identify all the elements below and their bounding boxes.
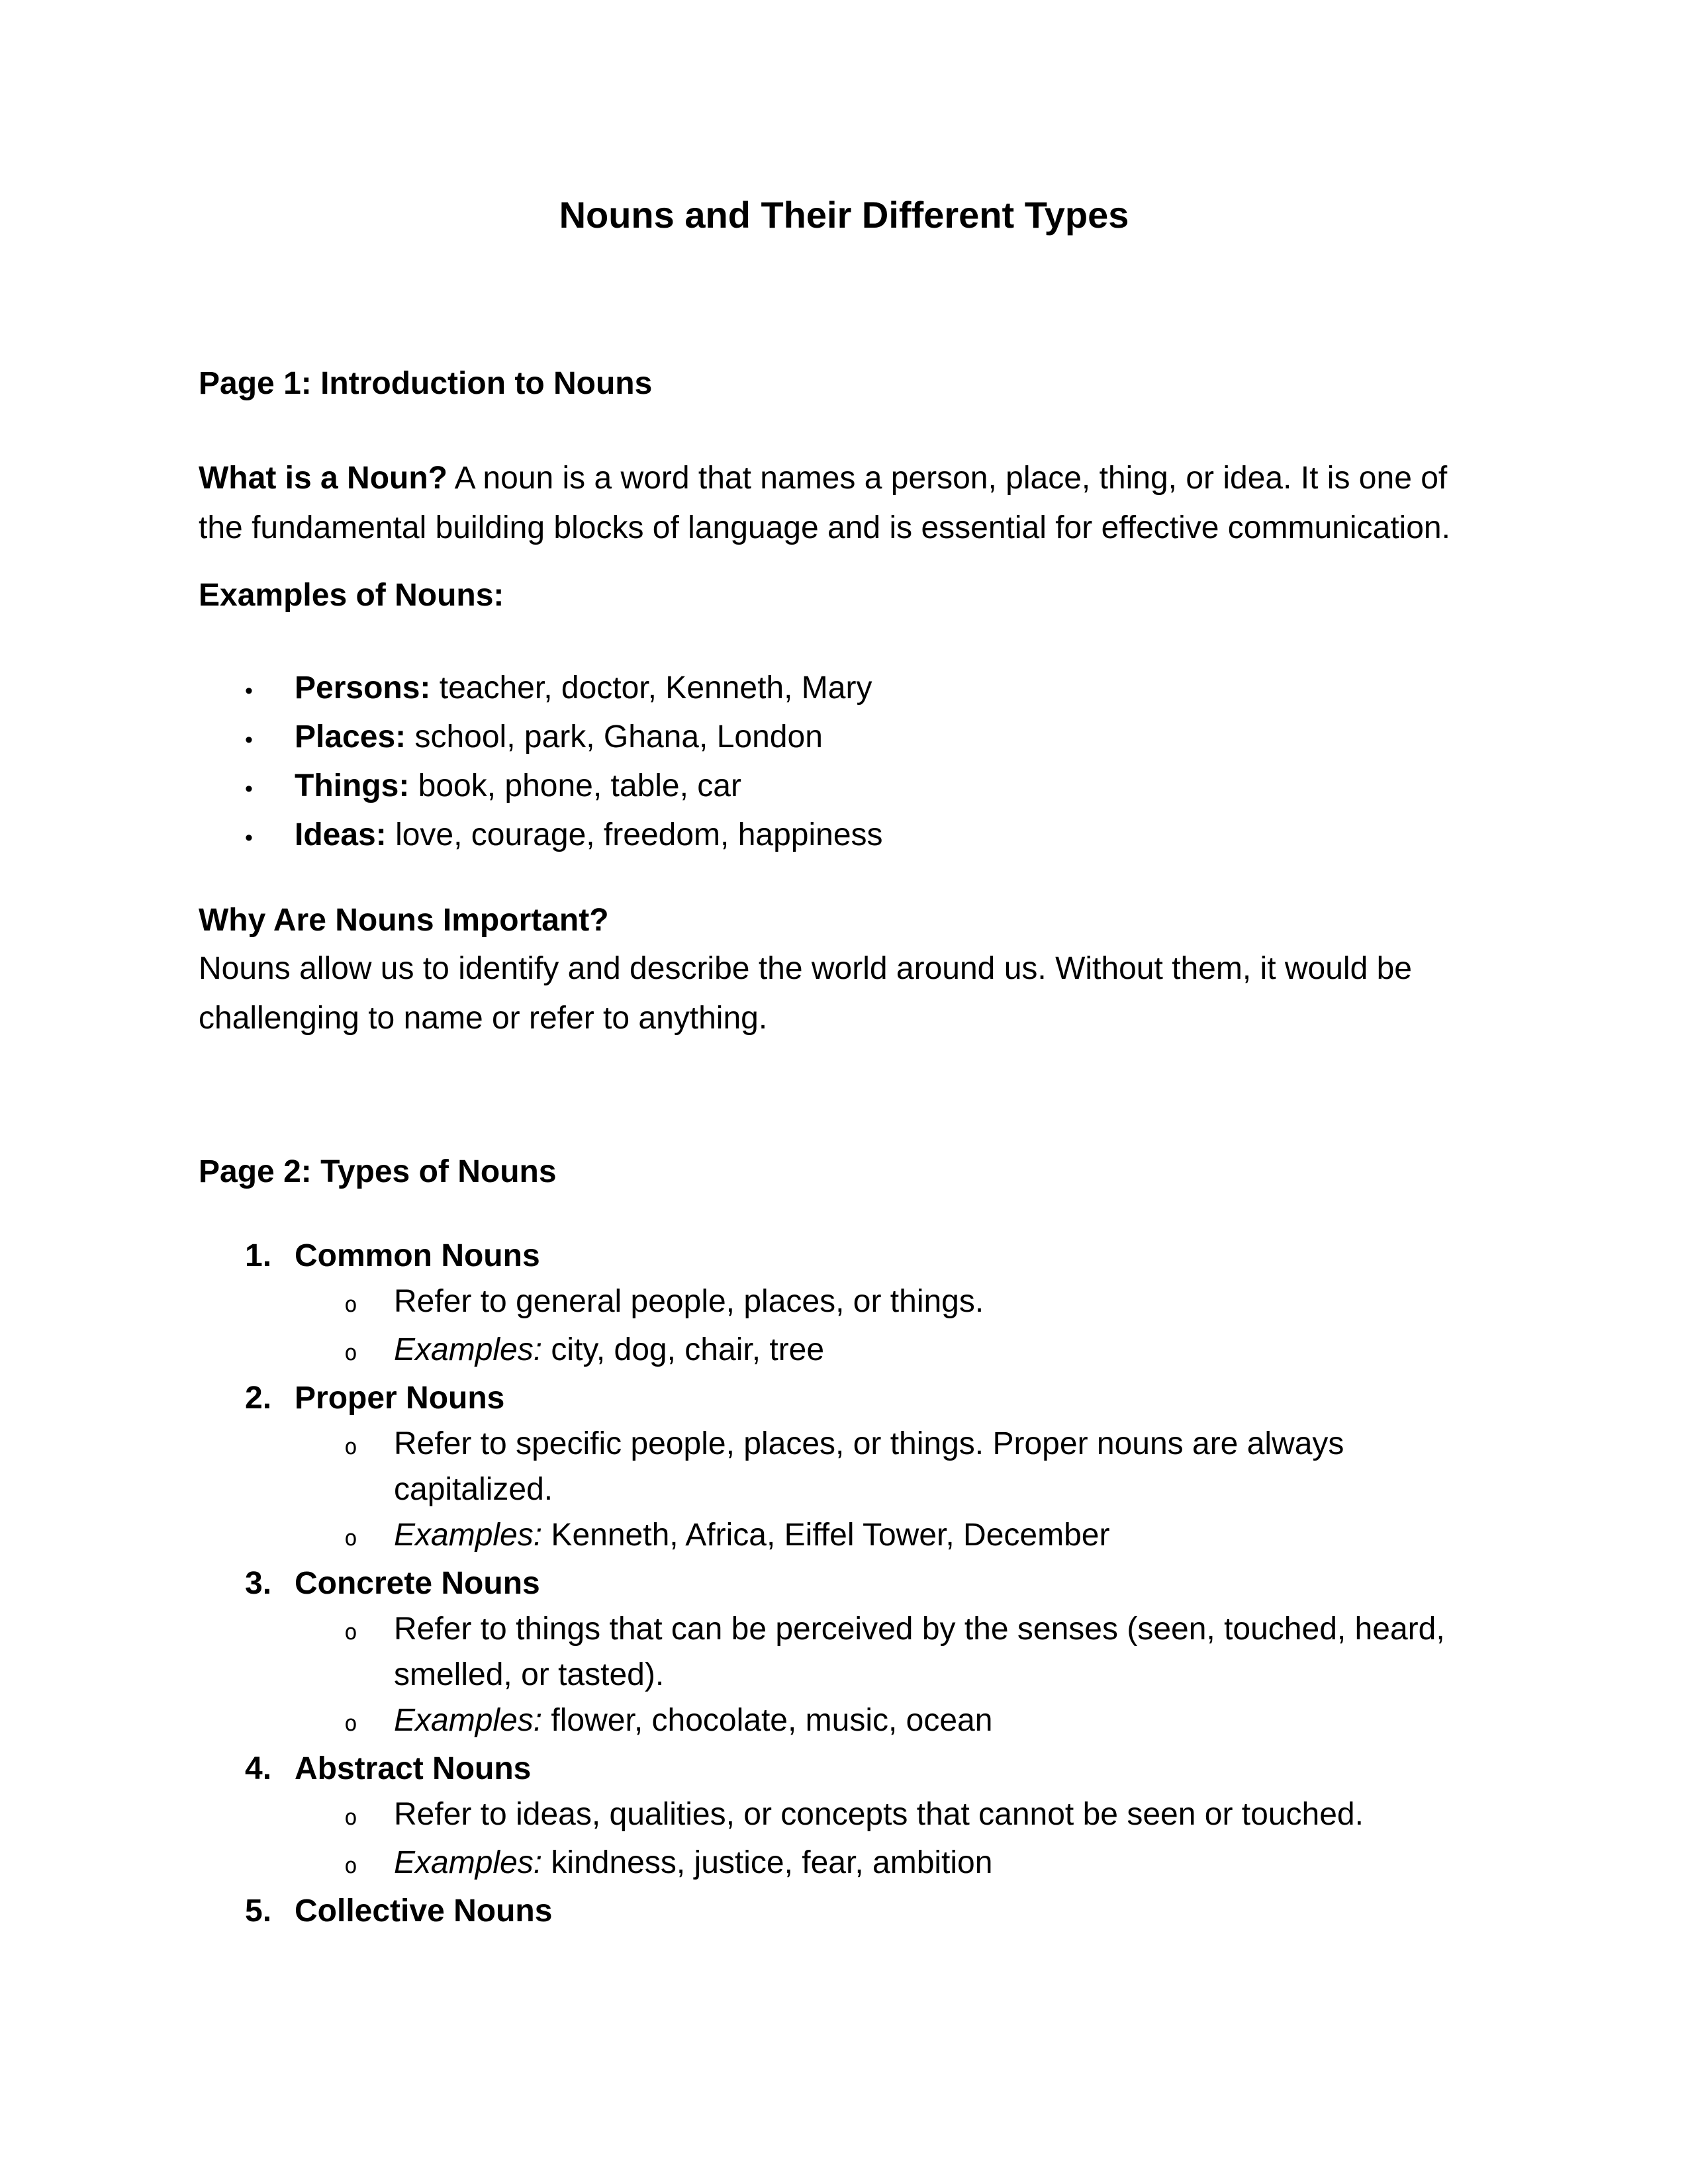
numbered-item-concrete-nouns: [199, 1561, 1489, 1606]
sub-text: [394, 1327, 1489, 1373]
list-item-persons: [199, 665, 1489, 714]
circle-marker-icon: o: [344, 1710, 357, 1736]
sub-text: [394, 1512, 1489, 1558]
bullet-text: teacher, doctor, Kenneth, Mary: [430, 670, 872, 705]
what-is-text: A noun is a word that names a person, place, thing, or idea. It is one of the fundamental building blocks of language and is essential for effective communication.: [199, 461, 1450, 545]
item-number: 4.: [245, 1751, 272, 1786]
bullet-content: [295, 812, 883, 858]
sub-item: [199, 1792, 1489, 1840]
bullet-label: Places:: [295, 719, 406, 754]
what-is-paragraph: [199, 453, 1489, 553]
sub-item-examples: [199, 1698, 1489, 1746]
circle-marker-icon: o: [344, 1433, 357, 1459]
examples-values: Kenneth, Africa, Eiffel Tower, December: [542, 1518, 1110, 1553]
page1-heading: Page 1: Introduction to Nouns: [199, 366, 653, 401]
noun-types-list: [199, 1233, 1489, 1934]
item-number: 5.: [245, 1893, 272, 1929]
circle-marker-icon: o: [344, 1804, 357, 1830]
bullet-content: [295, 665, 872, 711]
examples-label: Examples:: [394, 1703, 543, 1738]
circle-marker-icon: o: [344, 1340, 357, 1365]
circle-marker-icon: o: [344, 1619, 357, 1645]
examples-values: kindness, justice, fear, ambition: [542, 1845, 993, 1880]
bullet-label: Ideas:: [295, 817, 387, 852]
circle-marker-icon: o: [344, 1291, 357, 1317]
sub-item-examples: [199, 1840, 1489, 1888]
item-number: 2.: [245, 1381, 272, 1416]
circle-marker-icon: o: [344, 1852, 357, 1878]
why-paragraph: Nouns allow us to identify and describe the world around us. Without them, it would be challenging to name or refer to anything.: [199, 951, 1412, 1036]
examples-values: flower, chocolate, music, ocean: [542, 1703, 993, 1738]
examples-label: Examples:: [394, 1518, 543, 1553]
item-title: Concrete Nouns: [295, 1566, 540, 1601]
list-item-places: [199, 714, 1489, 763]
numbered-item-abstract-nouns: [199, 1746, 1489, 1792]
noun-examples-list: [199, 665, 1489, 861]
sub-item-examples: [199, 1327, 1489, 1375]
list-item-ideas: [199, 812, 1489, 861]
why-heading: Why Are Nouns Important?: [199, 903, 609, 938]
list-item-things: [199, 763, 1489, 812]
examples-label: Examples:: [394, 1845, 543, 1880]
bullet-icon: •: [245, 678, 253, 704]
bullet-label: Things:: [295, 768, 410, 803]
examples-values: city, dog, chair, tree: [542, 1332, 825, 1367]
item-number: 1.: [245, 1238, 272, 1273]
sub-text: [394, 1698, 1489, 1743]
bullet-content: [295, 714, 823, 760]
numbered-item-collective-nouns: [199, 1888, 1489, 1934]
sub-item: [199, 1606, 1489, 1698]
item-title: Proper Nouns: [295, 1381, 505, 1416]
document-title: Nouns and Their Different Types: [559, 194, 1129, 236]
circle-marker-icon: o: [344, 1525, 357, 1551]
bullet-text: book, phone, table, car: [409, 768, 741, 803]
bullet-label: Persons:: [295, 670, 431, 705]
bullet-text: love, courage, freedom, happiness: [386, 817, 883, 852]
page2-heading: Page 2: Types of Nouns: [199, 1154, 557, 1189]
numbered-item-common-nouns: [199, 1233, 1489, 1279]
bullet-text: school, park, Ghana, London: [406, 719, 823, 754]
sub-item: [199, 1421, 1489, 1512]
bullet-icon: •: [245, 825, 253, 850]
item-title: Collective Nouns: [295, 1893, 553, 1929]
sub-item: [199, 1279, 1489, 1327]
sub-text: Refer to general people, places, or things.: [394, 1284, 984, 1319]
what-is-lead: What is a Noun?: [199, 461, 447, 496]
sub-item-examples: [199, 1512, 1489, 1561]
bullet-content: [295, 763, 741, 809]
examples-label: Examples:: [394, 1332, 543, 1367]
bullet-icon: •: [245, 727, 253, 752]
sub-text: Refer to things that can be perceived by the senses (seen, touched, heard, smelled, or tasted).: [394, 1612, 1445, 1692]
item-title: Abstract Nouns: [295, 1751, 532, 1786]
sub-text: [394, 1840, 1489, 1886]
item-title: Common Nouns: [295, 1238, 540, 1273]
sub-text: Refer to specific people, places, or things. Proper nouns are always capitalized.: [394, 1426, 1344, 1507]
item-number: 3.: [245, 1566, 272, 1601]
bullet-icon: •: [245, 776, 253, 801]
examples-heading: Examples of Nouns:: [199, 578, 504, 613]
numbered-item-proper-nouns: [199, 1375, 1489, 1421]
sub-text: Refer to ideas, qualities, or concepts that cannot be seen or touched.: [394, 1797, 1364, 1832]
